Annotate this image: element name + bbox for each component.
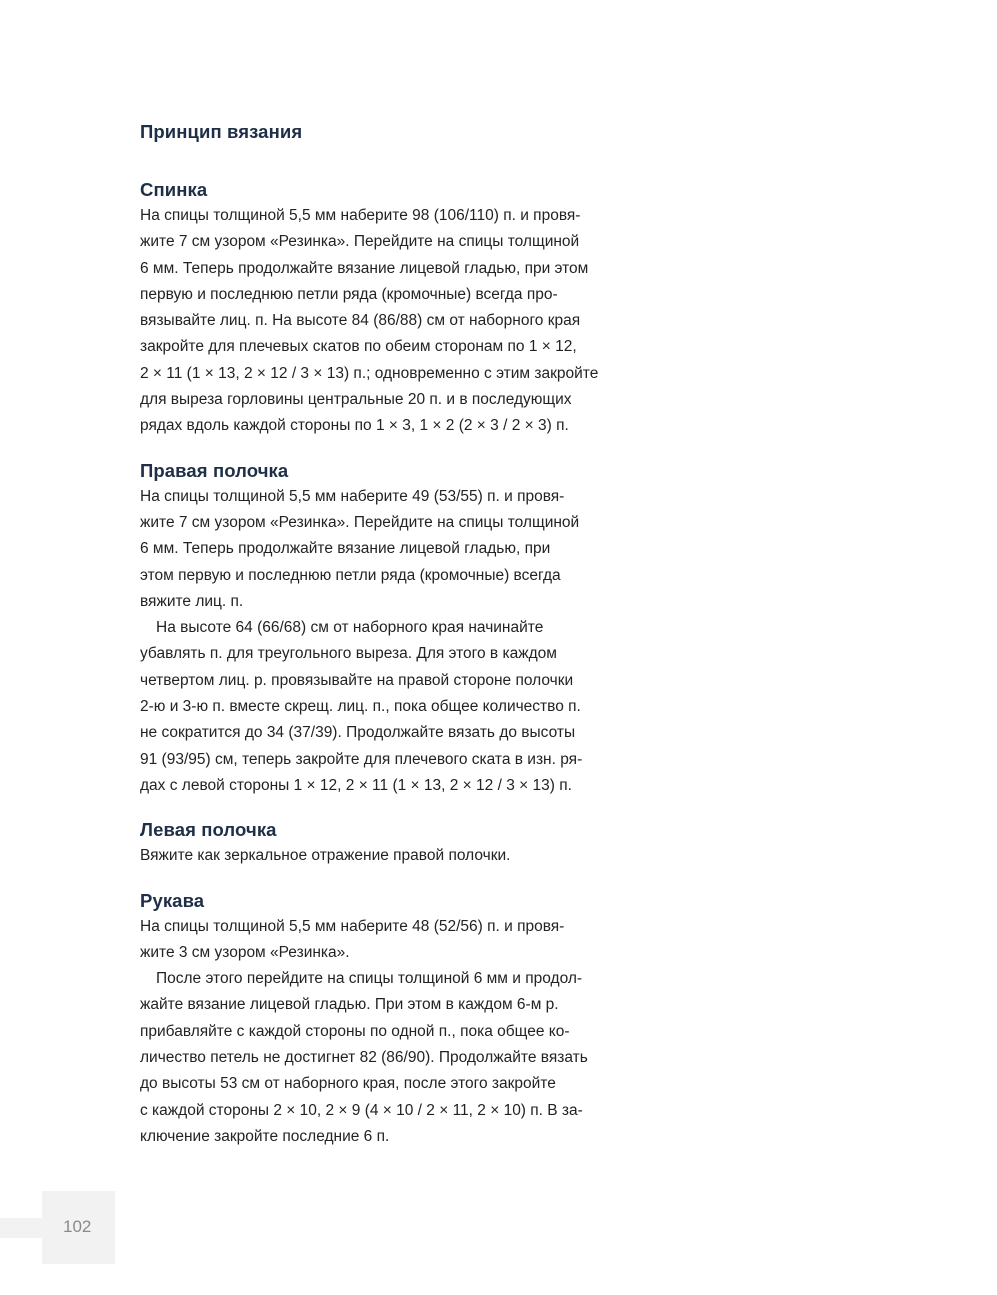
text-line: для выреза горловины центральные 20 п. и в последующих [140, 391, 572, 409]
page-number-strip [0, 1218, 44, 1238]
text-line: 2-ю и 3-ю п. вместе скрещ. лиц. п., пока общее количество п. [140, 698, 581, 716]
text-line: жайте вязание лицевой гладью. При этом в каждом 6-м р. [140, 996, 559, 1014]
text-line: рядах вдоль каждой стороны по 1 × 3, 1 × 2 (2 × 3 / 2 × 3) п. [140, 417, 569, 435]
text-line: 6 мм. Теперь продолжайте вязание лицевой гладью, при этом [140, 259, 589, 277]
text-line: с каждой стороны 2 × 10, 2 × 9 (4 × 10 / 2 × 11, 2 × 10) п. В за- [140, 1101, 583, 1119]
text-line: четвертом лиц. р. провязывайте на правой стороне полочки [140, 671, 574, 689]
section-heading: Правая полочка [140, 459, 289, 481]
section-paragraph [140, 203, 630, 440]
text-line: На спицы толщиной 5,5 мм наберите 48 (52/56) п. и провя- [140, 917, 565, 935]
section-left-front [140, 817, 630, 869]
text-line: Вяжите как зеркальное отражение правой полочки. [140, 847, 511, 865]
text-line: жите 7 см узором «Резинка». Перейдите на спицы толщиной [140, 233, 580, 251]
section-heading: Рукава [140, 889, 205, 911]
text-line: ключение закройте последние 6 п. [140, 1127, 390, 1145]
text-line: 6 мм. Теперь продолжайте вязание лицевой гладью, при [140, 540, 551, 558]
section-heading: Левая полочка [140, 819, 277, 841]
section-paragraph [140, 843, 630, 869]
text-line: На спицы толщиной 5,5 мм наберите 98 (106/110) п. и провя- [140, 207, 581, 224]
section-sleeves [140, 888, 630, 1151]
section-heading: Спинка [140, 179, 208, 200]
section-paragraph [140, 615, 630, 799]
page-number: 102 [63, 1217, 92, 1236]
text-line: убавлять п. для треугольного выреза. Для этого в каждом [140, 645, 557, 663]
text-line: вязывайте лиц. п. На высоте 84 (86/88) см от наборного края [140, 312, 581, 330]
text-line: вяжите лиц. п. [140, 592, 244, 610]
text-line: жите 3 см узором «Резинка». [140, 943, 350, 961]
text-line: жите 7 см узором «Резинка». Перейдите на спицы толщиной [140, 513, 580, 531]
text-line: На высоте 64 (66/68) см от наборного края начинайте [156, 619, 544, 637]
text-line: этом первую и последнюю петли ряда (кромочные) всегда [140, 566, 561, 584]
text-line: На спицы толщиной 5,5 мм наберите 49 (53/55) п. и провя- [140, 487, 565, 505]
text-line: до высоты 53 см от наборного края, после этого закройте [140, 1075, 556, 1093]
text-line: личество петель не достигнет 82 (86/90). Продолжайте вязать [140, 1049, 588, 1067]
text-line: 2 × 11 (1 × 13, 2 × 12 / 3 × 13) п.; одновременно с этим закройте [140, 364, 599, 382]
page-title: Принцип вязания [140, 121, 303, 142]
section-paragraph [140, 914, 630, 967]
text-line: первую и последнюю петли ряда (кромочные) всегда про- [140, 285, 558, 303]
section-right-front [140, 458, 630, 800]
text-line: дах с левой стороны 1 × 12, 2 × 11 (1 × 13, 2 × 12 / 3 × 13) п. [140, 776, 572, 794]
text-line: не сократится до 34 (37/39). Продолжайте вязать до высоты [140, 724, 576, 742]
page-content [140, 117, 630, 1168]
text-line: После этого перейдите на спицы толщиной 6 мм и продол- [156, 970, 583, 988]
text-line: 91 (93/95) см, теперь закройте для плечевого ската в изн. ря- [140, 750, 583, 768]
text-line: закройте для плечевых скатов по обеим сторонам по 1 × 12, [140, 338, 577, 356]
text-line: прибавляйте с каждой стороны по одной п., пока общее ко- [140, 1022, 570, 1040]
section-paragraph [140, 484, 630, 615]
section-paragraph [140, 966, 630, 1150]
section-back [140, 177, 630, 440]
